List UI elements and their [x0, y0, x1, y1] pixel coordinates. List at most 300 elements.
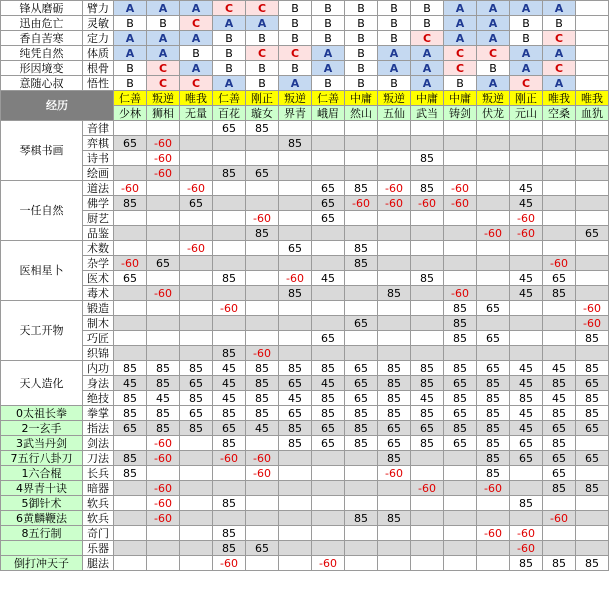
value-cell[interactable] — [378, 151, 411, 166]
value-cell[interactable]: -60 — [147, 286, 180, 301]
value-cell[interactable]: 65 — [378, 421, 411, 436]
value-cell[interactable] — [180, 541, 213, 556]
value-cell[interactable] — [279, 211, 312, 226]
value-cell[interactable] — [477, 346, 510, 361]
value-cell[interactable] — [345, 226, 378, 241]
value-cell[interactable] — [510, 481, 543, 496]
value-cell[interactable] — [180, 346, 213, 361]
value-cell[interactable] — [114, 286, 147, 301]
grade-cell[interactable]: C — [147, 61, 180, 76]
grade-cell[interactable]: A — [477, 16, 510, 31]
value-cell[interactable]: 85 — [411, 376, 444, 391]
value-cell[interactable]: 65 — [312, 196, 345, 211]
value-cell[interactable] — [180, 331, 213, 346]
value-cell[interactable]: 65 — [312, 436, 345, 451]
value-cell[interactable] — [114, 541, 147, 556]
value-cell[interactable]: 85 — [444, 391, 477, 406]
value-cell[interactable] — [444, 151, 477, 166]
place-cell[interactable]: 元山 — [510, 106, 543, 121]
value-cell[interactable]: 65 — [279, 376, 312, 391]
value-cell[interactable]: 85 — [411, 181, 444, 196]
value-cell[interactable] — [345, 211, 378, 226]
value-cell[interactable] — [114, 436, 147, 451]
grade-cell[interactable]: B — [345, 1, 378, 16]
value-cell[interactable]: 85 — [213, 346, 246, 361]
value-cell[interactable]: -60 — [576, 301, 609, 316]
value-cell[interactable] — [147, 541, 180, 556]
value-cell[interactable] — [576, 196, 609, 211]
value-cell[interactable]: 85 — [477, 376, 510, 391]
place-cell[interactable]: 五仙 — [378, 106, 411, 121]
value-cell[interactable] — [576, 511, 609, 526]
value-cell[interactable]: 85 — [213, 166, 246, 181]
value-cell[interactable] — [279, 466, 312, 481]
value-cell[interactable]: 85 — [213, 496, 246, 511]
value-cell[interactable] — [510, 166, 543, 181]
value-cell[interactable]: 85 — [411, 151, 444, 166]
value-cell[interactable]: 45 — [312, 376, 345, 391]
value-cell[interactable] — [378, 226, 411, 241]
grade-cell[interactable]: A — [411, 61, 444, 76]
grade-cell[interactable]: C — [543, 61, 576, 76]
value-cell[interactable]: 85 — [378, 406, 411, 421]
value-cell[interactable]: 45 — [510, 286, 543, 301]
value-cell[interactable] — [246, 526, 279, 541]
value-cell[interactable]: -60 — [279, 271, 312, 286]
grade-cell[interactable]: B — [345, 76, 378, 91]
value-cell[interactable] — [213, 481, 246, 496]
value-cell[interactable]: 65 — [477, 331, 510, 346]
value-cell[interactable]: -60 — [543, 511, 576, 526]
value-cell[interactable] — [180, 226, 213, 241]
trait-cell[interactable]: 唯我 — [576, 91, 609, 106]
value-cell[interactable]: 85 — [444, 421, 477, 436]
value-cell[interactable]: 45 — [510, 181, 543, 196]
value-cell[interactable] — [213, 181, 246, 196]
value-cell[interactable]: 65 — [510, 451, 543, 466]
value-cell[interactable] — [279, 226, 312, 241]
martial-art-name[interactable]: 6黄麟鞭法 — [1, 511, 83, 526]
value-cell[interactable]: 65 — [345, 391, 378, 406]
value-cell[interactable]: -60 — [246, 466, 279, 481]
value-cell[interactable]: -60 — [510, 526, 543, 541]
value-cell[interactable]: 85 — [279, 136, 312, 151]
trait-cell[interactable]: 刚正 — [246, 91, 279, 106]
value-cell[interactable]: 65 — [444, 376, 477, 391]
trait-cell[interactable]: 叛逆 — [147, 91, 180, 106]
value-cell[interactable] — [378, 346, 411, 361]
value-cell[interactable] — [345, 481, 378, 496]
value-cell[interactable]: 45 — [411, 391, 444, 406]
place-cell[interactable]: 血犰 — [576, 106, 609, 121]
value-cell[interactable]: 85 — [345, 241, 378, 256]
value-cell[interactable] — [246, 241, 279, 256]
value-cell[interactable] — [576, 136, 609, 151]
value-cell[interactable]: 85 — [378, 451, 411, 466]
grade-cell[interactable]: C — [246, 46, 279, 61]
value-cell[interactable] — [312, 346, 345, 361]
value-cell[interactable] — [345, 271, 378, 286]
value-cell[interactable]: 85 — [576, 331, 609, 346]
value-cell[interactable] — [345, 301, 378, 316]
value-cell[interactable] — [312, 121, 345, 136]
value-cell[interactable] — [180, 556, 213, 571]
value-cell[interactable]: 85 — [576, 391, 609, 406]
trait-cell[interactable]: 仁善 — [312, 91, 345, 106]
value-cell[interactable] — [279, 181, 312, 196]
grade-cell[interactable]: B — [543, 16, 576, 31]
value-cell[interactable] — [378, 211, 411, 226]
value-cell[interactable]: 85 — [543, 376, 576, 391]
value-cell[interactable]: 65 — [246, 166, 279, 181]
value-cell[interactable] — [180, 301, 213, 316]
place-cell[interactable]: 无量 — [180, 106, 213, 121]
grade-cell[interactable]: A — [444, 1, 477, 16]
value-cell[interactable]: 65 — [576, 421, 609, 436]
trait-cell[interactable]: 叛逆 — [378, 91, 411, 106]
value-cell[interactable]: -60 — [378, 196, 411, 211]
value-cell[interactable]: 85 — [246, 391, 279, 406]
value-cell[interactable]: -60 — [213, 451, 246, 466]
value-cell[interactable]: 85 — [444, 301, 477, 316]
value-cell[interactable]: -60 — [576, 316, 609, 331]
value-cell[interactable] — [180, 151, 213, 166]
value-cell[interactable] — [312, 496, 345, 511]
value-cell[interactable] — [378, 136, 411, 151]
value-cell[interactable] — [510, 346, 543, 361]
grade-cell[interactable]: A — [213, 76, 246, 91]
value-cell[interactable] — [246, 286, 279, 301]
value-cell[interactable] — [147, 211, 180, 226]
value-cell[interactable] — [411, 256, 444, 271]
value-cell[interactable] — [411, 316, 444, 331]
value-cell[interactable]: -60 — [147, 166, 180, 181]
value-cell[interactable] — [114, 556, 147, 571]
value-cell[interactable]: 85 — [246, 121, 279, 136]
value-cell[interactable]: 85 — [147, 406, 180, 421]
value-cell[interactable] — [312, 151, 345, 166]
value-cell[interactable] — [543, 316, 576, 331]
value-cell[interactable]: -60 — [345, 196, 378, 211]
value-cell[interactable] — [246, 316, 279, 331]
value-cell[interactable] — [411, 541, 444, 556]
value-cell[interactable] — [444, 526, 477, 541]
value-cell[interactable] — [543, 136, 576, 151]
value-cell[interactable] — [444, 466, 477, 481]
grade-cell[interactable]: C — [180, 76, 213, 91]
value-cell[interactable] — [279, 526, 312, 541]
value-cell[interactable] — [180, 526, 213, 541]
value-cell[interactable]: -60 — [312, 556, 345, 571]
value-cell[interactable] — [180, 436, 213, 451]
grade-cell[interactable]: A — [180, 1, 213, 16]
value-cell[interactable] — [411, 166, 444, 181]
value-cell[interactable] — [279, 556, 312, 571]
grade-cell[interactable]: A — [114, 31, 147, 46]
value-cell[interactable]: 85 — [345, 181, 378, 196]
value-cell[interactable]: 85 — [312, 406, 345, 421]
value-cell[interactable] — [477, 151, 510, 166]
value-cell[interactable] — [510, 511, 543, 526]
value-cell[interactable]: 85 — [345, 436, 378, 451]
value-cell[interactable]: 65 — [114, 271, 147, 286]
value-cell[interactable] — [543, 301, 576, 316]
value-cell[interactable]: 85 — [213, 526, 246, 541]
grade-cell[interactable]: C — [444, 46, 477, 61]
martial-art-name[interactable]: 8五行制 — [1, 526, 83, 541]
grade-cell[interactable]: B — [279, 31, 312, 46]
place-cell[interactable]: 璇女 — [246, 106, 279, 121]
value-cell[interactable] — [147, 331, 180, 346]
value-cell[interactable] — [213, 466, 246, 481]
grade-cell[interactable]: A — [180, 61, 213, 76]
value-cell[interactable]: -60 — [510, 211, 543, 226]
value-cell[interactable] — [279, 541, 312, 556]
value-cell[interactable] — [543, 166, 576, 181]
value-cell[interactable] — [279, 256, 312, 271]
value-cell[interactable]: 85 — [378, 286, 411, 301]
value-cell[interactable] — [576, 241, 609, 256]
martial-art-name[interactable]: 5御针术 — [1, 496, 83, 511]
value-cell[interactable] — [411, 301, 444, 316]
value-cell[interactable] — [378, 166, 411, 181]
value-cell[interactable]: -60 — [444, 286, 477, 301]
value-cell[interactable]: 85 — [312, 391, 345, 406]
value-cell[interactable] — [576, 271, 609, 286]
value-cell[interactable] — [576, 121, 609, 136]
value-cell[interactable]: 85 — [543, 406, 576, 421]
value-cell[interactable] — [312, 226, 345, 241]
value-cell[interactable]: 85 — [213, 271, 246, 286]
value-cell[interactable] — [279, 151, 312, 166]
value-cell[interactable] — [147, 556, 180, 571]
value-cell[interactable] — [477, 316, 510, 331]
value-cell[interactable] — [312, 136, 345, 151]
grade-cell[interactable]: C — [444, 61, 477, 76]
value-cell[interactable] — [543, 541, 576, 556]
grade-cell[interactable]: A — [411, 46, 444, 61]
value-cell[interactable] — [180, 271, 213, 286]
value-cell[interactable] — [444, 166, 477, 181]
trait-cell[interactable]: 仁善 — [114, 91, 147, 106]
value-cell[interactable] — [477, 256, 510, 271]
value-cell[interactable]: 45 — [246, 421, 279, 436]
grade-cell[interactable]: A — [147, 31, 180, 46]
value-cell[interactable] — [444, 556, 477, 571]
value-cell[interactable]: 85 — [246, 406, 279, 421]
value-cell[interactable] — [444, 211, 477, 226]
grade-cell[interactable]: B — [378, 76, 411, 91]
value-cell[interactable]: -60 — [147, 496, 180, 511]
value-cell[interactable] — [279, 331, 312, 346]
value-cell[interactable]: -60 — [246, 346, 279, 361]
grade-cell[interactable]: A — [543, 76, 576, 91]
value-cell[interactable] — [378, 556, 411, 571]
grade-cell[interactable]: A — [147, 1, 180, 16]
value-cell[interactable] — [378, 241, 411, 256]
grade-cell[interactable]: B — [114, 61, 147, 76]
value-cell[interactable]: 85 — [180, 361, 213, 376]
value-cell[interactable]: 85 — [378, 511, 411, 526]
grade-cell[interactable]: B — [378, 16, 411, 31]
grade-cell[interactable]: B — [246, 61, 279, 76]
value-cell[interactable] — [378, 541, 411, 556]
value-cell[interactable] — [114, 481, 147, 496]
value-cell[interactable]: 85 — [477, 436, 510, 451]
grade-cell[interactable]: B — [312, 1, 345, 16]
value-cell[interactable] — [312, 301, 345, 316]
grade-cell[interactable]: B — [213, 61, 246, 76]
grade-cell[interactable]: C — [279, 46, 312, 61]
value-cell[interactable] — [510, 136, 543, 151]
value-cell[interactable] — [279, 511, 312, 526]
value-cell[interactable] — [378, 331, 411, 346]
value-cell[interactable] — [246, 196, 279, 211]
value-cell[interactable]: 45 — [510, 421, 543, 436]
value-cell[interactable]: 85 — [411, 406, 444, 421]
value-cell[interactable]: 85 — [114, 451, 147, 466]
trait-cell[interactable]: 中庸 — [345, 91, 378, 106]
value-cell[interactable]: 85 — [213, 406, 246, 421]
value-cell[interactable] — [378, 121, 411, 136]
value-cell[interactable]: 65 — [510, 436, 543, 451]
value-cell[interactable]: -60 — [180, 241, 213, 256]
value-cell[interactable] — [345, 166, 378, 181]
value-cell[interactable] — [312, 286, 345, 301]
value-cell[interactable] — [543, 181, 576, 196]
value-cell[interactable]: -60 — [444, 196, 477, 211]
grade-cell[interactable]: A — [477, 31, 510, 46]
value-cell[interactable] — [279, 121, 312, 136]
value-cell[interactable] — [246, 181, 279, 196]
grade-cell[interactable]: A — [114, 46, 147, 61]
value-cell[interactable] — [180, 466, 213, 481]
grade-cell[interactable]: A — [114, 1, 147, 16]
grade-cell[interactable]: A — [510, 61, 543, 76]
value-cell[interactable] — [378, 316, 411, 331]
value-cell[interactable] — [411, 451, 444, 466]
value-cell[interactable]: 85 — [510, 391, 543, 406]
martial-art-name[interactable]: 3武当丹剑 — [1, 436, 83, 451]
value-cell[interactable] — [576, 286, 609, 301]
value-cell[interactable]: 65 — [576, 226, 609, 241]
grade-cell[interactable]: B — [246, 76, 279, 91]
grade-cell[interactable]: A — [246, 16, 279, 31]
value-cell[interactable] — [180, 511, 213, 526]
value-cell[interactable] — [378, 481, 411, 496]
value-cell[interactable]: -60 — [411, 196, 444, 211]
value-cell[interactable] — [114, 151, 147, 166]
value-cell[interactable] — [477, 136, 510, 151]
value-cell[interactable] — [246, 136, 279, 151]
value-cell[interactable]: 65 — [543, 451, 576, 466]
value-cell[interactable] — [345, 496, 378, 511]
value-cell[interactable] — [345, 556, 378, 571]
value-cell[interactable]: 65 — [576, 376, 609, 391]
value-cell[interactable] — [147, 121, 180, 136]
value-cell[interactable]: -60 — [246, 451, 279, 466]
value-cell[interactable] — [312, 316, 345, 331]
value-cell[interactable] — [411, 121, 444, 136]
martial-art-name[interactable]: 7五行八卦刀 — [1, 451, 83, 466]
value-cell[interactable]: 65 — [444, 436, 477, 451]
grade-cell[interactable]: B — [312, 16, 345, 31]
value-cell[interactable]: -60 — [213, 556, 246, 571]
value-cell[interactable]: 85 — [246, 226, 279, 241]
place-cell[interactable]: 峨眉 — [312, 106, 345, 121]
value-cell[interactable]: 85 — [378, 361, 411, 376]
place-cell[interactable]: 百花 — [213, 106, 246, 121]
value-cell[interactable] — [213, 316, 246, 331]
value-cell[interactable]: 85 — [114, 466, 147, 481]
value-cell[interactable] — [411, 211, 444, 226]
value-cell[interactable] — [147, 271, 180, 286]
grade-cell[interactable]: C — [213, 1, 246, 16]
value-cell[interactable]: 85 — [411, 436, 444, 451]
value-cell[interactable]: 85 — [147, 421, 180, 436]
grade-cell[interactable]: B — [510, 31, 543, 46]
value-cell[interactable] — [510, 331, 543, 346]
value-cell[interactable] — [114, 331, 147, 346]
value-cell[interactable]: 85 — [576, 406, 609, 421]
value-cell[interactable] — [576, 211, 609, 226]
value-cell[interactable] — [477, 121, 510, 136]
value-cell[interactable] — [510, 466, 543, 481]
value-cell[interactable] — [312, 481, 345, 496]
value-cell[interactable] — [378, 256, 411, 271]
value-cell[interactable] — [246, 301, 279, 316]
value-cell[interactable] — [543, 346, 576, 361]
place-cell[interactable]: 武当 — [411, 106, 444, 121]
value-cell[interactable] — [312, 511, 345, 526]
value-cell[interactable] — [345, 451, 378, 466]
value-cell[interactable]: 45 — [543, 361, 576, 376]
value-cell[interactable]: -60 — [411, 481, 444, 496]
value-cell[interactable] — [147, 301, 180, 316]
value-cell[interactable] — [444, 226, 477, 241]
value-cell[interactable] — [345, 346, 378, 361]
value-cell[interactable] — [543, 211, 576, 226]
value-cell[interactable]: 85 — [147, 361, 180, 376]
value-cell[interactable]: 85 — [510, 556, 543, 571]
value-cell[interactable]: 45 — [543, 391, 576, 406]
value-cell[interactable] — [543, 196, 576, 211]
value-cell[interactable] — [345, 331, 378, 346]
value-cell[interactable] — [444, 136, 477, 151]
value-cell[interactable] — [477, 166, 510, 181]
grade-cell[interactable]: A — [543, 46, 576, 61]
grade-cell[interactable]: A — [312, 46, 345, 61]
value-cell[interactable] — [114, 346, 147, 361]
value-cell[interactable] — [411, 136, 444, 151]
value-cell[interactable]: 85 — [279, 361, 312, 376]
grade-cell[interactable]: A — [147, 46, 180, 61]
value-cell[interactable] — [411, 286, 444, 301]
value-cell[interactable] — [345, 541, 378, 556]
value-cell[interactable]: 65 — [246, 541, 279, 556]
value-cell[interactable]: -60 — [147, 436, 180, 451]
value-cell[interactable]: -60 — [213, 301, 246, 316]
value-cell[interactable] — [312, 241, 345, 256]
value-cell[interactable] — [312, 526, 345, 541]
value-cell[interactable] — [444, 541, 477, 556]
value-cell[interactable] — [378, 301, 411, 316]
value-cell[interactable] — [213, 151, 246, 166]
value-cell[interactable] — [477, 211, 510, 226]
value-cell[interactable]: 65 — [180, 406, 213, 421]
value-cell[interactable]: 85 — [378, 376, 411, 391]
value-cell[interactable]: 85 — [114, 391, 147, 406]
